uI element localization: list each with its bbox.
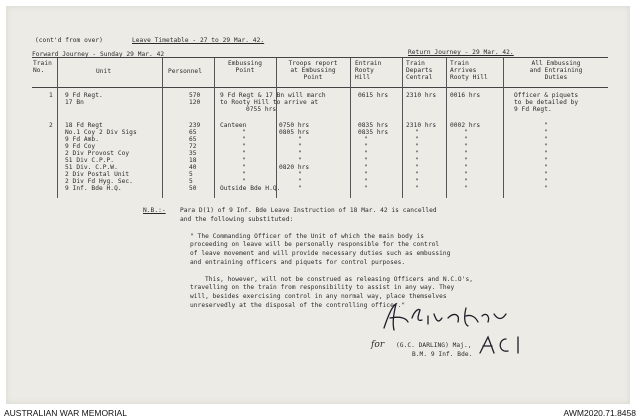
column-divider [57,58,58,198]
cell-entrain: " [364,164,368,171]
cell-entrain: " [364,136,368,143]
return-journey-heading: Return Journey - 29 Mar. 42. [408,49,514,56]
cell-embus: " [242,171,246,178]
cell-departs: " [415,150,419,157]
cell-arrives: " [464,129,468,136]
note-line: unreservedly at the disposal of the controlling officer." [190,301,406,309]
cell-unit: 2 Div Postal Unit [65,171,130,178]
forward-journey-heading: Forward Journey - Sunday 29 Mar. 42 [32,51,165,58]
cell-train: 2 [49,122,53,129]
cell-report: " [298,178,302,185]
note-line: Para D(1) of 9 Inf. Bde Leave Instruction of 18 Mar. 42 is cancelled [180,207,437,214]
initials-mark [476,333,536,357]
cell-arrives: " [464,143,468,150]
cell-unit: 9 Fd Amb. [65,136,99,143]
cell-unit: 51 Div C.P.P. [65,157,115,164]
cell-arrives: " [464,171,468,178]
header-departs: Train Departs Central [406,60,433,81]
cell-report: 0820 hrs [279,164,310,171]
cell-departs: " [415,171,419,178]
note-label: N.B.:- [143,207,166,214]
header-personnel: Personnel [168,68,202,75]
cell-report: 0805 hrs [279,129,310,136]
header-entrain: Entrain Rooty Hill [355,60,382,81]
cell-personnel: 5 [189,171,193,178]
cell-report: " [298,143,302,150]
cell-personnel: 239 [189,122,201,129]
cell-personnel: 5 [189,178,193,185]
signatory-role: B.M. 9 Inf. Bde. [412,351,473,358]
cell-entrain: 0615 hrs [358,92,389,99]
header-troops-report: Troops report at Embussing Point [288,60,338,81]
cell-duties: " [544,171,548,178]
cell-arrives: " [464,157,468,164]
cell-entrain: " [364,143,368,150]
cell-departs: 2310 hrs [406,122,437,129]
column-divider [446,58,447,198]
cell-embus: 9 Fd Regt & 17 Bn will march [220,92,326,99]
cell-departs: " [415,143,419,150]
column-divider [162,58,163,198]
footer-source: AUSTRALIAN WAR MEMORIAL [4,408,127,418]
cell-embus: " [242,157,246,164]
cell-duties: " [544,185,548,192]
note-line: and the following substituted: [180,215,294,223]
cell-report: " [298,150,302,157]
cell-duties: Officer & piquets [514,92,579,99]
note-line: travelling on the train from responsibility to assist in any way. They [190,284,455,292]
cell-unit: No.1 Coy 2 Div Sigs [65,129,137,136]
note-line: proceeding on leave will be personally responsible for the control [190,241,440,249]
cell-personnel: 40 [189,164,197,171]
signatory-name: (G.C. DARLING) Maj., [396,342,472,349]
cell-unit: 9 Fd Regt. [65,92,103,99]
cell-entrain: " [364,157,368,164]
cell-departs: " [415,164,419,171]
for-mark: for [371,340,385,350]
cell-duties: " [544,122,548,129]
cell-duties: " [544,150,548,157]
header-embussing: Embussing Point [228,60,262,74]
cell-embus: " [242,164,246,171]
cell-personnel: 18 [189,157,197,164]
cell-duties: " [544,129,548,136]
cell-unit: 9 Inf. Bde H.Q. [65,185,122,192]
cell-arrives: " [464,150,468,157]
cell-entrain: " [364,185,368,192]
cell-embus: to Rooty Hill to arrive at [220,99,319,106]
cell-departs: " [415,129,419,136]
cell-unit: 2 Div Fd Hyg. Sec. [65,178,133,185]
cell-embus: " [242,143,246,150]
cell-embus: " [242,129,246,136]
note-line: and entraining officers and piquets for control purposes. [190,258,406,266]
header-duties: All Embussing and Entraining Duties [529,60,583,81]
cell-report: " [298,136,302,143]
cell-personnel: 50 [189,185,197,192]
cell-report: " [298,157,302,164]
cell-duties: " [544,157,548,164]
cell-arrives: " [464,178,468,185]
handwritten-signature [378,298,538,338]
cell-arrives: " [464,136,468,143]
cell-duties: 9 Fd Regt. [514,106,552,113]
cell-arrives: 0016 hrs [450,92,481,99]
cell-embus: " [242,136,246,143]
cell-unit: 51 Div. C.P.W. [65,164,118,171]
cell-personnel: 65 [189,129,197,136]
table-top-rule [32,57,608,58]
cell-departs: " [415,136,419,143]
cell-embus: Outside Bde H.Q. [220,185,281,192]
header-train: Train No. [33,60,52,74]
continued-note: (cont'd from over) [35,37,103,44]
cell-train: 1 [49,92,53,99]
document-title: Leave Timetable - 27 to 29 Mar. 42. [132,37,265,44]
footer-reference: AWM2020.71.8458 [563,408,636,418]
cell-personnel: 72 [189,143,197,150]
archive-footer [0,405,640,419]
cell-arrives: " [464,185,468,192]
cell-unit: 9 Fd Coy [65,143,96,150]
cell-duties: " [544,178,548,185]
column-divider [350,58,351,198]
cell-duties: to be detailed by [514,99,579,106]
cell-unit: 17 Bn [65,99,84,106]
cell-entrain: " [364,171,368,178]
table-header-rule [32,87,608,88]
cell-report: " [298,171,302,178]
header-unit: Unit [96,68,112,75]
header-arrives: Train Arrives Rooty Hill [450,60,488,81]
cell-duties: " [544,164,548,171]
note-line: will, besides exercising control in any normal way, place themselves [190,293,447,300]
note-line: This, however, will not be construed as releasing Officers and N.C.O's, [205,275,474,283]
cell-embus: " [242,178,246,185]
cell-unit: 18 Fd Regt [65,122,103,129]
column-divider [214,58,215,198]
cell-arrives: " [464,164,468,171]
cell-embus: " [242,150,246,157]
cell-report: " [298,185,302,192]
cell-personnel: 570 [189,92,201,99]
cell-entrain: 0835 hrs [358,122,389,129]
note-line: of leave movement and will provide necessary duties such as embussing [190,250,451,257]
column-divider [402,58,403,198]
cell-duties: " [544,136,548,143]
cell-departs: " [415,185,419,192]
cell-entrain: " [364,150,368,157]
document-page [6,6,630,404]
cell-personnel: 65 [189,136,197,143]
note-line: " The Commanding Officer of the Unit of which the main body is [190,232,425,240]
cell-personnel: 35 [189,150,197,157]
cell-entrain: " [364,178,368,185]
cell-report: 0750 hrs [279,122,310,129]
cell-unit: 2 Div Provost Coy [65,150,130,157]
cell-departs: " [415,157,419,164]
cell-personnel: 120 [189,99,201,106]
cell-departs: " [415,178,419,185]
cell-arrives: 0002 hrs [450,122,481,129]
cell-embus: 0755 hrs [246,106,277,113]
cell-embus: Canteen [220,122,247,129]
cell-duties: " [544,143,548,150]
cell-departs: 2310 hrs [406,92,437,99]
cell-entrain: 0835 hrs [358,129,389,136]
